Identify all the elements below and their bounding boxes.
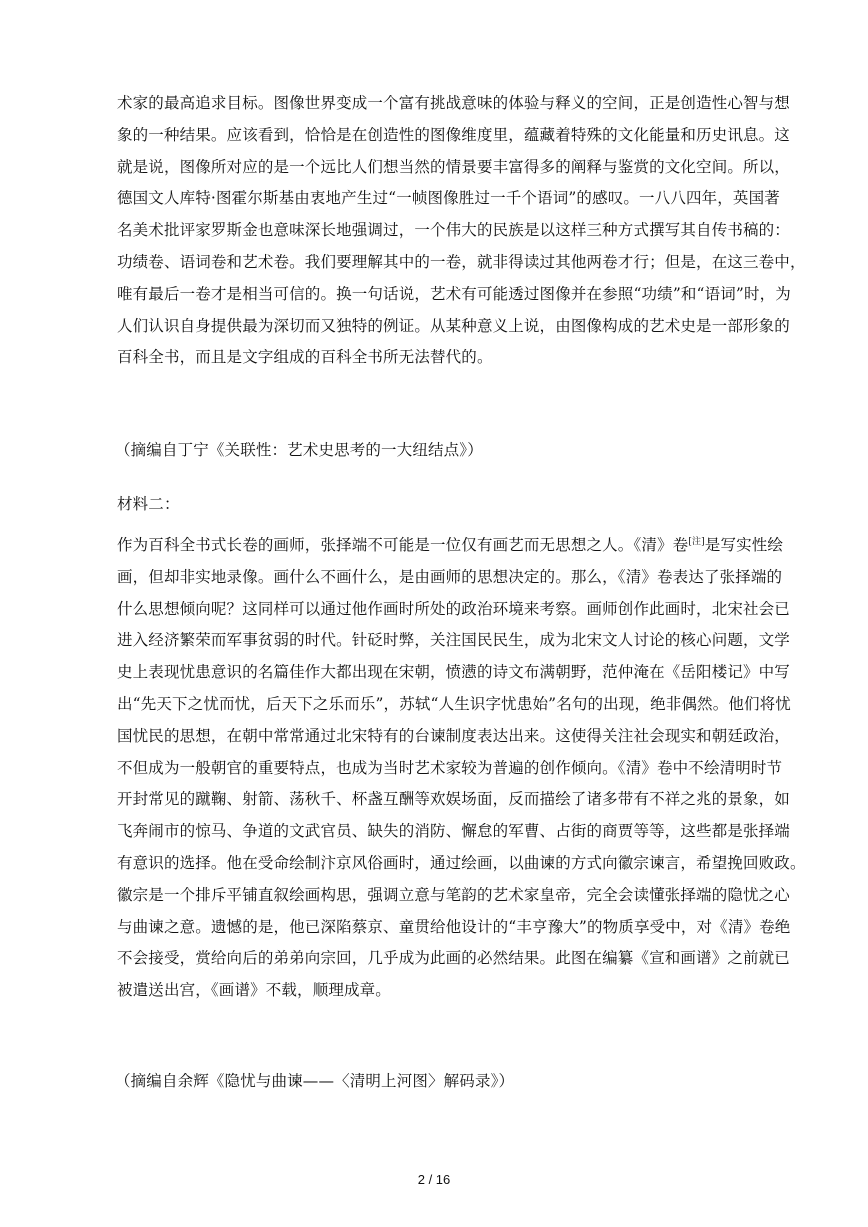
text-segment: 是写实性绘 [704, 536, 784, 554]
text-line: 不会接受，赏给向后的弟弟向宗回，几乎成为此画的必然结果。此图在编纂《宣和画谱》之前就已 [117, 949, 790, 968]
source-citation-2 [117, 1066, 772, 1098]
text-line: 唯有最后一卷才是相当可信的。换一句话说，艺术有可能透过图像并在参照“功绩”和“语词”时，为 [117, 284, 791, 303]
text-line: 与曲谏之意。遗憾的是，他已深陷蔡京、童贯给他设计的“丰亨豫大”的物质享受中，对《清》卷绝 [117, 917, 791, 936]
text-line: 什么思想倾向呢？这同样可以通过他作画时所处的政治环境来考察。画师创作此画时，北宋社会已 [117, 599, 790, 618]
text-line: 功绩卷、语词卷和艺术卷。我们要理解其中的一卷，就非得读过其他两卷才行；但是，在这三卷中， [117, 252, 806, 271]
paragraph-2 [117, 530, 806, 1007]
text-line: 史上表现忧患意识的名篇佳作大都出现在宋朝，愤懑的诗文布满朝野，范仲淹在《岳阳楼记》中写 [117, 663, 790, 682]
text-line: 名美术批评家罗斯金也意味深长地强调过，一个伟大的民族是以这样三种方式撰写其自传书稿的： [117, 221, 790, 240]
citation-text: （摘编自余辉《隐忧与曲谏——〈清明上河图〉解码录》） [115, 1072, 515, 1090]
text-line: 百科全书，而且是文字组成的百科全书所无法替代的。 [117, 348, 493, 367]
text-line: 画，但却非实地录像。画什么不画什么，是由画师的思想决定的。那么，《清》卷表达了张择端的 [117, 567, 783, 586]
text-line: 进入经济繁荣而军事贫弱的时代。针砭时弊，关注国民民生，成为北宋文人讨论的核心问题，文学 [117, 631, 790, 650]
text-line: 被遣送出宫，《画谱》不载，顺理成章。 [117, 981, 391, 1000]
page-total: 16 [435, 1172, 451, 1187]
page-separator: / [424, 1172, 436, 1187]
source-citation-1 [117, 435, 772, 467]
text-line: 术家的最高追求目标。图像世界变成一个富有挑战意味的体验与释义的空间，正是创造性心智与想 [117, 94, 790, 112]
text-line: 就是说，图像所对应的是一个远比人们想当然的情景要丰富得多的阐释与鉴赏的文化空间。所以， [117, 157, 790, 176]
text-line: 出“先天下之忧而忧，后天下之乐而乐”，苏轼“人生识字忧患始”名句的出现，绝非偶然。他们将忧 [117, 694, 791, 713]
citation-text: （摘编自丁宁《关联性：艺术史思考的一大纽结点》） [115, 441, 483, 459]
page-current: 2 [417, 1172, 425, 1187]
material-heading [117, 489, 772, 521]
heading-text: 材料二： [117, 495, 180, 513]
text-line: 开封常见的蹴鞠、射箭、荡秋千、杯盏互酬等欢娱场面，反而描绘了诸多带有不祥之兆的景象，如 [117, 790, 790, 809]
footnote-marker: [注] [688, 536, 705, 547]
text-line: 德国文人库特·图霍尔斯基由衷地产生过“一帧图像胜过一千个语词”的感叹。一八八四年，英国著 [117, 189, 780, 208]
paragraph-1 [117, 88, 806, 374]
text-line: 象的一种结果。应该看到，恰恰是在创造性的图像维度里，蕴藏着特殊的文化能量和历史讯息。这 [117, 125, 790, 144]
text-line [117, 530, 784, 562]
text-line: 国忧民的思想，在朝中常常通过北宋特有的台谏制度表达出来。这使得关注社会现实和朝廷政治， [117, 726, 790, 745]
text-line: 人们认识自身提供最为深切而又独特的例证。从某种意义上说，由图像构成的艺术史是一部形象的 [117, 316, 790, 335]
text-segment: 作为百科全书式长卷的画师，张择端不可能是一位仅有画艺而无思想之人。《清》卷 [117, 536, 689, 554]
text-line: 徽宗是一个排斥平铺直叙绘画构思，强调立意与笔韵的艺术家皇帝，完全会读懂张择端的隐忧之心 [117, 885, 790, 904]
page-number [0, 1172, 868, 1187]
text-line: 飞奔闹市的惊马、争道的文武官员、缺失的消防、懈怠的军曹、占街的商贾等等，这些都是张择端 [117, 822, 790, 841]
text-line: 不但成为一般朝官的重要特点，也成为当时艺术家较为普遍的创作倾向。《清》卷中不绘清明时节 [117, 758, 783, 777]
text-line: 有意识的选择。他在受命绘制汴京风俗画时，通过绘画，以曲谏的方式向徽宗谏言，希望挽回败政。 [117, 853, 806, 872]
